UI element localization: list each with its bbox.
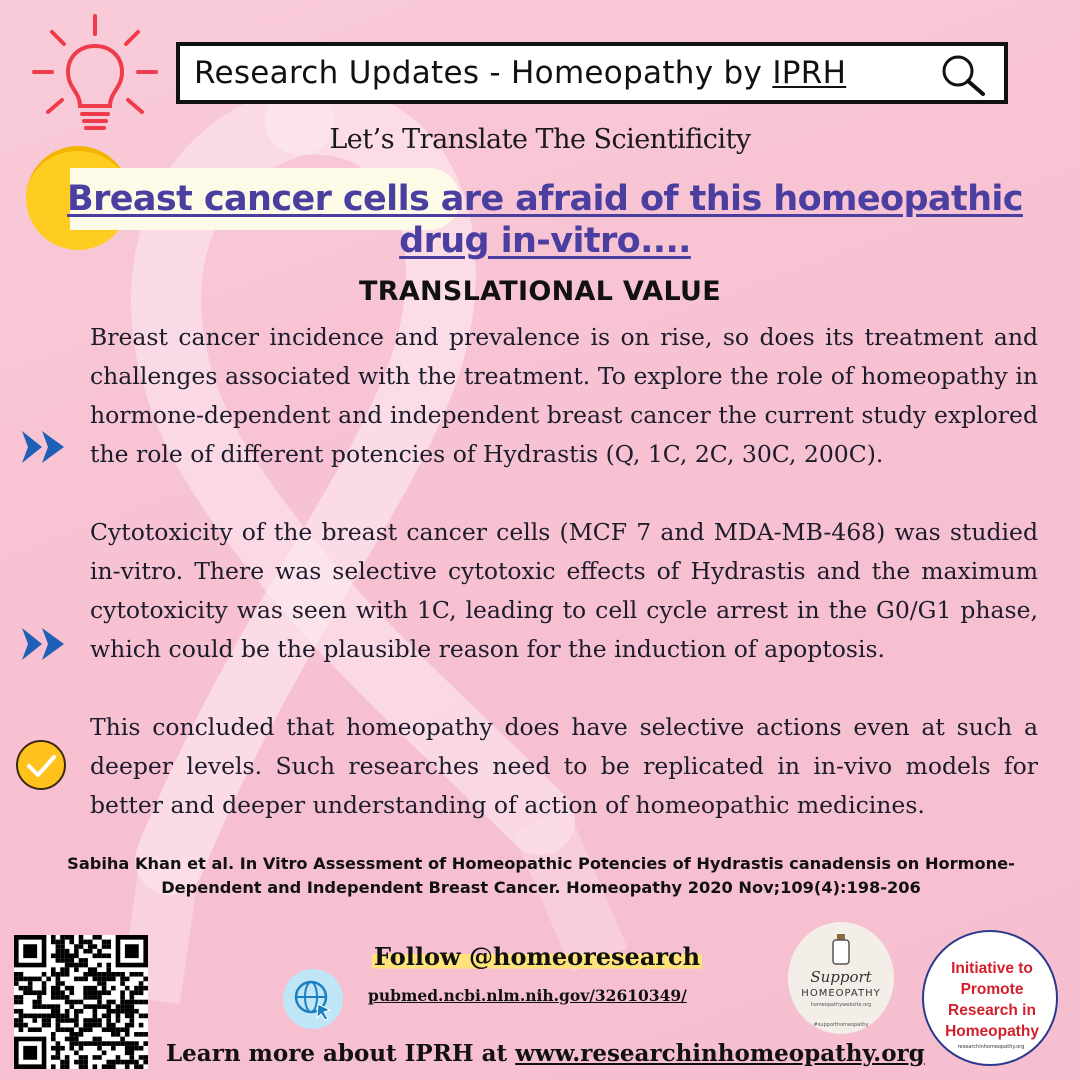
- double-chevron-icon: [20, 429, 66, 465]
- header-banner: [176, 42, 1008, 104]
- support-title: Support: [810, 968, 872, 986]
- support-url: homeopathywebsite.org: [810, 1002, 872, 1008]
- globe-cursor-icon: [282, 968, 344, 1030]
- citation: Sabiha Khan et al. In Vitro Assessment of Homeopathic Potencies of Hydrastis canadensis on Hormone-Dependent and Independent Breast Cancer. Homeopathy 2020 Nov;109(4):198-206: [67, 854, 1015, 897]
- header-title-prefix: Research Updates - Homeopathy by: [194, 55, 773, 91]
- learn-more-prefix: Learn more about IPRH at: [166, 1040, 516, 1067]
- iprh-logo: [922, 930, 1058, 1066]
- double-chevron-icon: [20, 626, 66, 662]
- learn-more: [166, 1040, 925, 1067]
- iprh-logo-url: researchinhomeopathy.org: [957, 1044, 1025, 1050]
- follow-handle: Follow @homeoresearch: [374, 942, 701, 971]
- support-hashtag: #supporthomeopathy: [813, 1022, 869, 1028]
- support-subtitle: HOMEOPATHY: [801, 988, 881, 999]
- headline: Breast cancer cells are afraid of this homeopathic drug in-vitro....: [67, 179, 1023, 261]
- iprh-logo-text: Initiative to Promote Research in Homeopathy: [945, 960, 1039, 1040]
- section-heading: TRANSLATIONAL VALUE: [359, 276, 721, 307]
- pubmed-link[interactable]: pubmed.ncbi.nlm.nih.gov/32610349/: [368, 986, 687, 1005]
- paragraph-findings: Cytotoxicity of the breast cancer cells (MCF 7 and MDA-MB-468) was studied in-vitro. There was selective cytotoxic effects of Hydrastis and the maximum cytotoxicity was seen with 1C, leading to cell cycle arrest in the G0/G1 phase, which could be the plausible reason for the induction of apoptosis.: [90, 518, 1038, 663]
- check-circle-icon: [14, 738, 68, 792]
- search-icon: [940, 53, 986, 97]
- tagline: Let’s Translate The Scientificity: [329, 124, 751, 155]
- header-title: [194, 55, 846, 91]
- support-homeopathy-logo: [788, 922, 894, 1034]
- website-link[interactable]: www.researchinhomeopathy.org: [515, 1040, 925, 1067]
- paragraph-intro: Breast cancer incidence and prevalence is on rise, so does its treatment and challenges associated with the treatment. To explore the role of homeopathy in hormone-dependent and independent breast cancer the current study explored the role of different potencies of Hydrastis (Q, 1C, 2C, 30C, 200C).: [90, 323, 1038, 468]
- header-title-org: IPRH: [772, 55, 847, 91]
- bottle-icon: [830, 934, 852, 966]
- paragraph-conclusion: This concluded that homeopathy does have selective actions even at such a deeper levels. Such researches need to be replicated in in-vivo models for better and deeper understanding of action of homeopathic medicines.: [90, 713, 1038, 819]
- qr-code[interactable]: [14, 935, 148, 1069]
